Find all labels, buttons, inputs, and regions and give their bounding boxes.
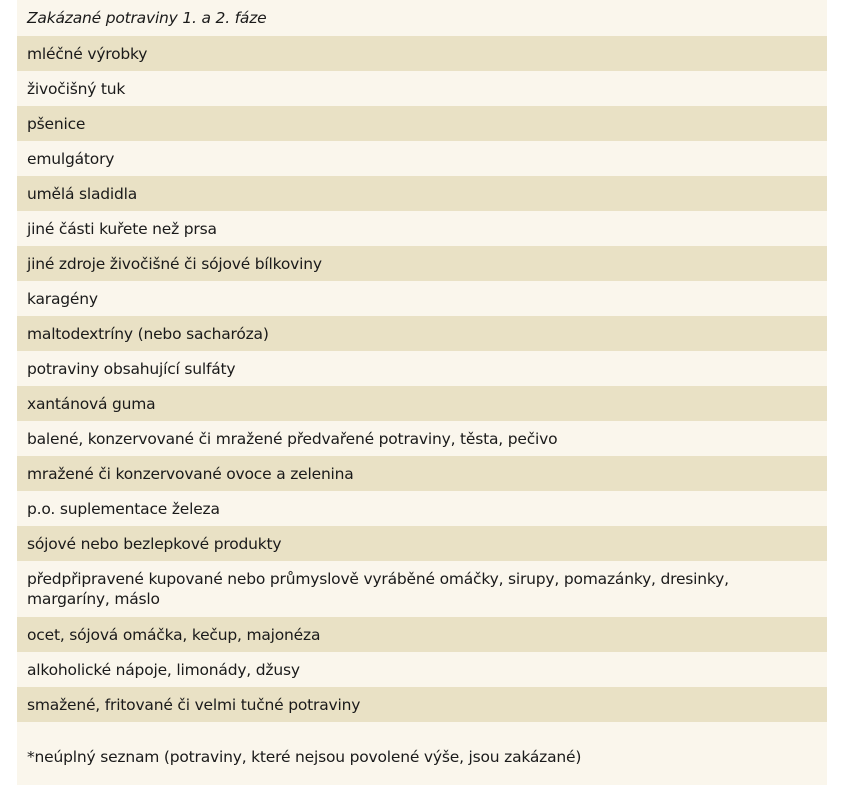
table-row: balené, konzervované či mražené předvařené potraviny, těsta, pečivo: [17, 421, 827, 456]
table-row: mražené či konzervované ovoce a zelenina: [17, 456, 827, 491]
table-row: umělá sladidla: [17, 176, 827, 211]
table-row: mléčné výrobky: [17, 36, 827, 71]
table-header: Zakázané potraviny 1. a 2. fáze: [17, 0, 827, 36]
table-row: emulgátory: [17, 141, 827, 176]
table-row: předpřipravené kupované nebo průmyslově vyráběné omáčky, sirupy, pomazánky, dresinky, margaríny, máslo: [17, 561, 827, 617]
forbidden-foods-table: [17, 0, 827, 785]
table-row: sójové nebo bezlepkové produkty: [17, 526, 827, 561]
table-row: karagény: [17, 281, 827, 316]
table-row: ocet, sójová omáčka, kečup, majonéza: [17, 617, 827, 652]
table-row: maltodextríny (nebo sacharóza): [17, 316, 827, 351]
table-row: p.o. suplementace železa: [17, 491, 827, 526]
table-row: alkoholické nápoje, limonády, džusy: [17, 652, 827, 687]
table-row: živočišný tuk: [17, 71, 827, 106]
table-footnote: *neúplný seznam (potraviny, které nejsou povolené výše, jsou zakázané): [17, 722, 827, 785]
table-row: jiné zdroje živočišné či sójové bílkoviny: [17, 246, 827, 281]
table-row: potraviny obsahující sulfáty: [17, 351, 827, 386]
table-row: xantánová guma: [17, 386, 827, 421]
table-row: pšenice: [17, 106, 827, 141]
table-row: jiné části kuřete než prsa: [17, 211, 827, 246]
table-row: smažené, fritované či velmi tučné potraviny: [17, 687, 827, 722]
